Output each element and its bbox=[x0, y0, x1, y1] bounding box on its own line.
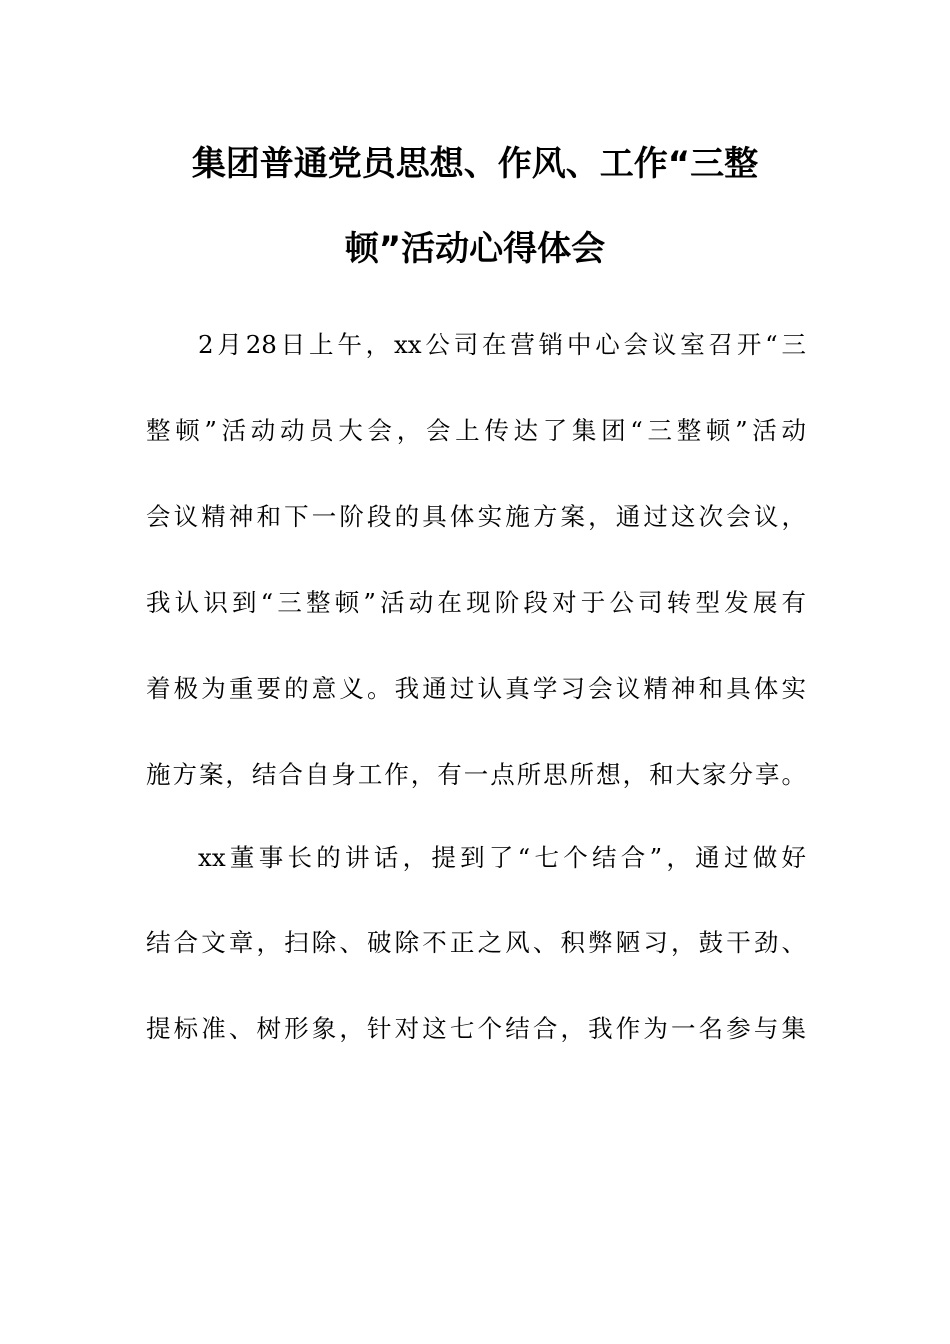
document-title-line-1: 集团普通党员思想、作风、工作“三整 bbox=[191, 144, 759, 184]
paragraph-line: 着极为重要的意义。我通过认真学习会议精神和具体实 bbox=[146, 674, 806, 703]
paragraph-line: 整顿”活动动员大会，会上传达了集团“三整顿”活动 bbox=[146, 416, 806, 445]
paragraph-line: 结合文章，扫除、破除不正之风、积弊陋习，鼓干劲、 bbox=[146, 928, 806, 957]
paragraph-line: 2月28日上午，xx公司在营销中心会议室召开“三 bbox=[198, 330, 806, 359]
document-title-line-2: 顿”活动心得体会 bbox=[344, 229, 606, 269]
paragraph-line: xx董事长的讲话，提到了“七个结合”，通过做好 bbox=[198, 843, 806, 872]
paragraph-line: 我认识到“三整顿”活动在现阶段对于公司转型发展有 bbox=[146, 588, 806, 617]
paragraph-line: 提标准、树形象，针对这七个结合，我作为一名参与集 bbox=[146, 1014, 806, 1043]
paragraph-line: 施方案，结合自身工作，有一点所思所想，和大家分享。 bbox=[146, 760, 806, 789]
paragraph-line: 会议精神和下一阶段的具体实施方案，通过这次会议， bbox=[146, 502, 806, 531]
